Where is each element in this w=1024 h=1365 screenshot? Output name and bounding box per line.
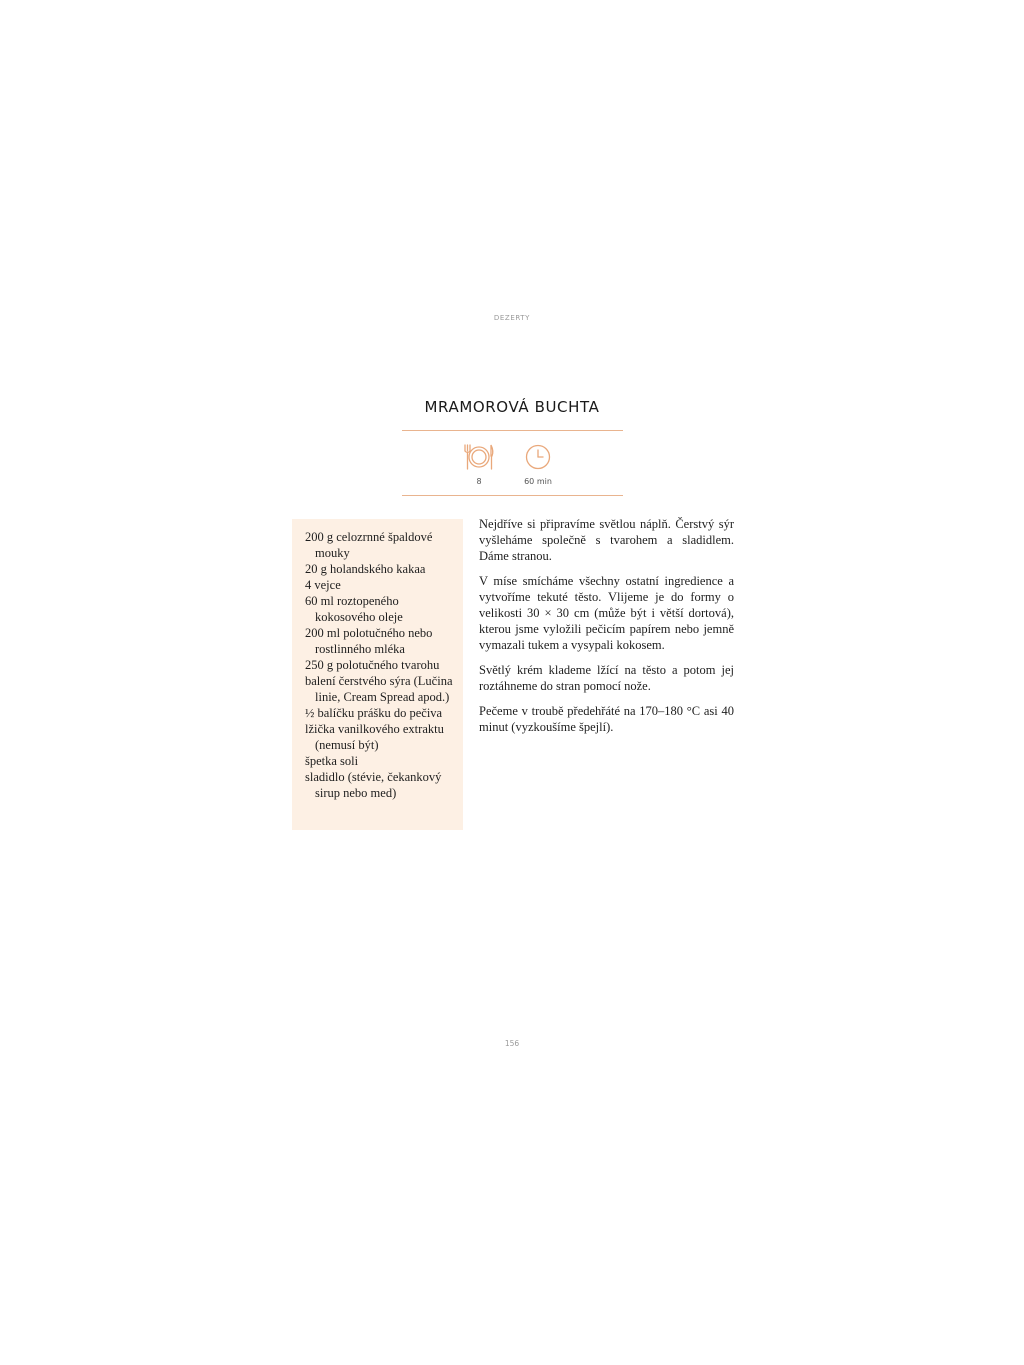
title-divider-bottom [402,495,623,496]
ingredient-item: špetka soli [305,754,359,768]
plate-cutlery-icon [462,443,496,471]
ingredient-item: 200 ml polotučného nebo rostlinného mléka [305,626,433,656]
page-number: 156 [504,1039,520,1048]
section-label: DEZERTY [493,314,531,322]
instruction-step: Pečeme v troubě předehřáté na 170–180 °C asi 40 minut (vyzkoušíme špejlí). [479,704,734,734]
recipe-title: MRAMOROVÁ BUCHTA [424,398,600,416]
instructions [479,516,734,744]
ingredient-item: balení čerstvého sýra (Lučina linie, Cream Spread apod.) [305,674,453,704]
instruction-step: V míse smícháme všechny ostatní ingredience a vytvoříme tekuté těsto. Vlijeme je do formy o velikosti 30 × 30 cm (může být i větší dortová), kterou jsme vyložili pečicím papírem nebo jemně vymazali tukem a vysypali kokosem. [479,574,734,652]
ingredient-item: 250 g polotučného tvarohu [305,658,440,672]
ingredients-list [305,529,455,801]
ingredient-item: sladidlo (stévie, čekankový sirup nebo med) [305,770,442,800]
servings-value: 8 [476,477,482,486]
time-value: 60 min [524,477,552,486]
title-divider-top [402,430,623,431]
ingredient-item: 20 g holandského kakaa [305,562,426,576]
ingredient-item: 200 g celozrnné špaldové mouky [305,530,433,560]
ingredient-item: ½ balíčku prášku do pečiva [305,706,443,720]
servings-info [449,443,509,486]
time-info [508,443,568,486]
clock-icon [524,443,552,471]
ingredient-item: 4 vejce [305,578,341,592]
instruction-step: Nejdříve si připravíme světlou náplň. Čerstvý sýr vyšleháme společně s tvarohem a sladidlem. Dáme stranou. [479,517,734,563]
instruction-step: Světlý krém klademe lžící na těsto a potom jej roztáhneme do stran pomocí nože. [479,663,734,693]
ingredient-item: lžička vanilkového extraktu (nemusí být) [305,722,444,752]
ingredients-box [292,519,463,830]
ingredient-item: 60 ml roztopeného kokosového oleje [305,594,403,624]
